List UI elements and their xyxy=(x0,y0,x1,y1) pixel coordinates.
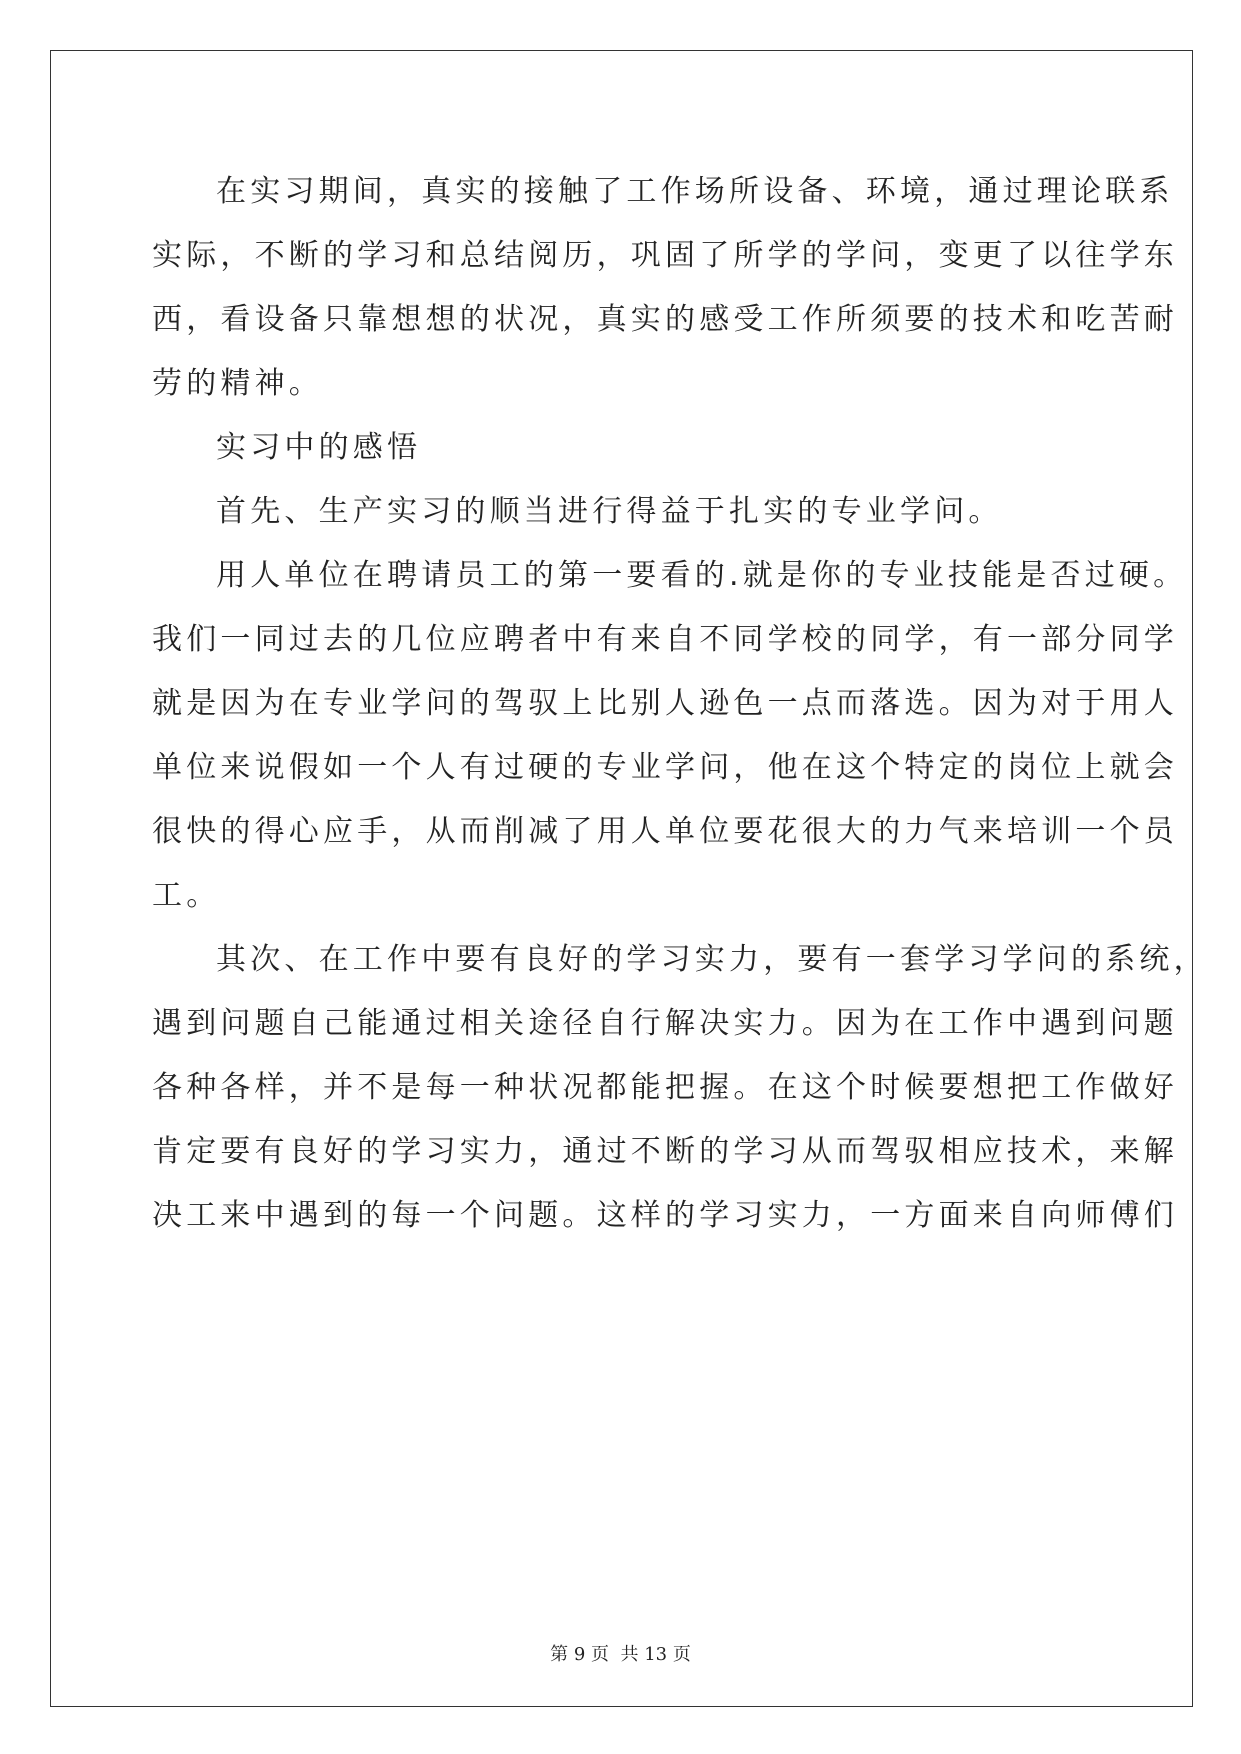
paragraph-line: 在实习期间，真实的接触了工作场所设备、环境，通过理论联系 xyxy=(216,174,1174,209)
paragraph-line: 实际，不断的学习和总结阅历，巩固了所学的学问，变更了以往学东 xyxy=(152,238,1178,273)
section-heading: 实习中的感悟 xyxy=(216,430,422,465)
page-number: 第 9 页 共 13 页 xyxy=(550,1644,691,1665)
paragraph-line: 其次、在工作中要有良好的学习实力，要有一套学习学问的系统， xyxy=(216,942,1208,977)
paragraph-line: 各种各样，并不是每一种状况都能把握。在这个时候要想把工作做好 xyxy=(152,1070,1178,1105)
paragraph-line: 劳的精神。 xyxy=(152,366,323,401)
paragraph-line: 用人单位在聘请员工的第一要看的.就是你的专业技能是否过硬。 xyxy=(216,558,1188,593)
paragraph-line: 西，看设备只靠想想的状况，真实的感受工作所须要的技术和吃苦耐 xyxy=(152,302,1178,337)
paragraph-line: 我们一同过去的几位应聘者中有来自不同学校的同学，有一部分同学 xyxy=(152,622,1178,657)
page-footer xyxy=(0,1640,1241,1666)
paragraph-line: 首先、生产实习的顺当进行得益于扎实的专业学问。 xyxy=(216,494,1003,529)
paragraph-line: 工。 xyxy=(152,878,221,913)
paragraph-line: 单位来说假如一个人有过硬的专业学问，他在这个特定的岗位上就会 xyxy=(152,750,1178,785)
paragraph-line: 决工来中遇到的每一个问题。这样的学习实力，一方面来自向师傅们 xyxy=(152,1198,1178,1233)
paragraph-line: 肯定要有良好的学习实力，通过不断的学习从而驾驭相应技术，来解 xyxy=(152,1134,1178,1169)
paragraph-line: 就是因为在专业学问的驾驭上比别人逊色一点而落选。因为对于用人 xyxy=(152,686,1178,721)
paragraph-line: 遇到问题自己能通过相关途径自行解决实力。因为在工作中遇到问题 xyxy=(152,1006,1178,1041)
document-body xyxy=(152,160,1208,1248)
paragraph-line: 很快的得心应手，从而削减了用人单位要花很大的力气来培训一个员 xyxy=(152,814,1178,849)
